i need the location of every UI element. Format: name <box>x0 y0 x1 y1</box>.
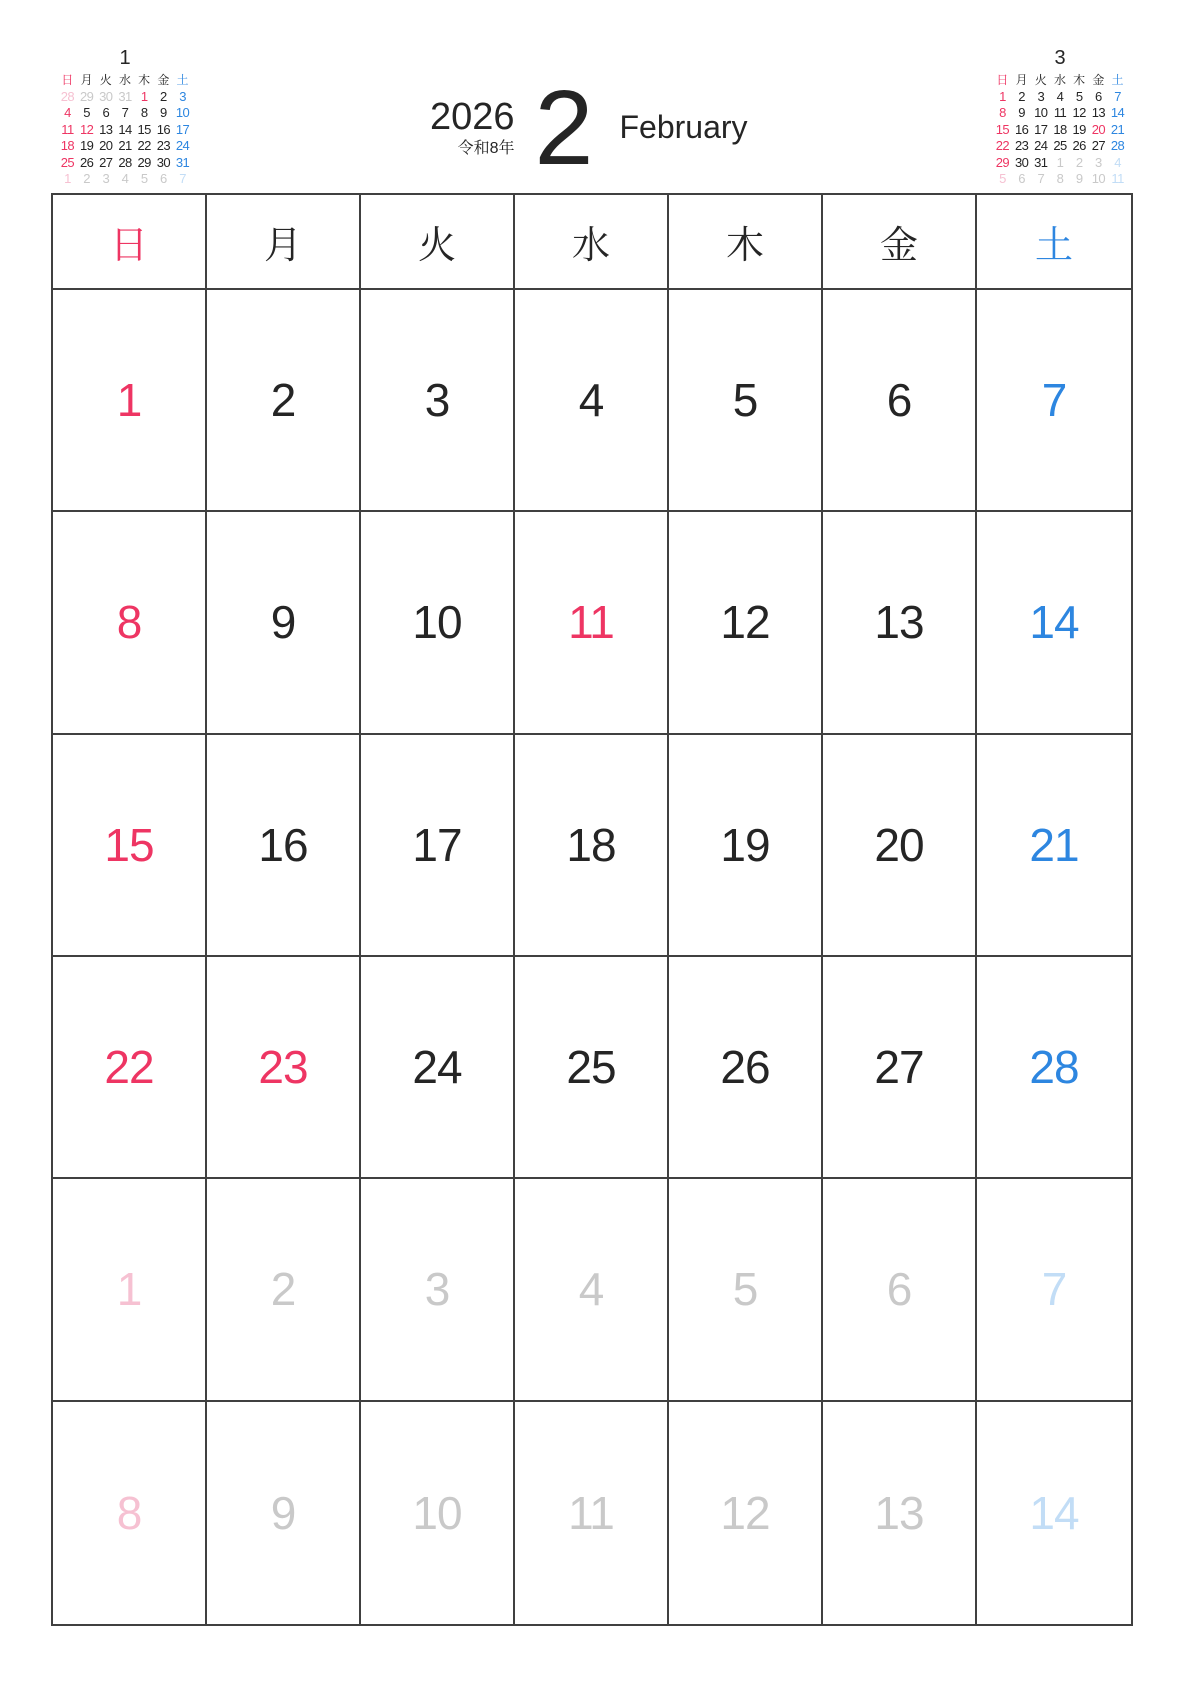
mini-day-cell: 29 <box>995 154 1010 170</box>
mini-day-cell: 5 <box>999 171 1006 187</box>
weekday-header-cell: 木 <box>669 195 823 290</box>
mini-day-cell: 5 <box>140 171 148 187</box>
mini-day-cell: 24 <box>1034 138 1048 154</box>
mini-day-cell: 14 <box>118 121 132 137</box>
day-cell: 3 <box>361 290 515 512</box>
mini-weekday-cell: 火 <box>1034 73 1047 88</box>
mini-day-cell: 7 <box>179 171 186 187</box>
day-cell: 24 <box>361 957 515 1179</box>
day-cell: 14 <box>977 1402 1131 1624</box>
mini-weekday-cell: 木 <box>1073 73 1086 88</box>
mini-day-cell: 6 <box>1095 89 1102 105</box>
mini-day-cell: 26 <box>1072 138 1086 154</box>
mini-day-cell: 18 <box>1053 121 1067 137</box>
mini-prev-title: 1 <box>119 47 131 69</box>
day-cell: 16 <box>207 735 361 957</box>
mini-day-cell: 17 <box>175 121 190 137</box>
mini-day-cell: 15 <box>995 121 1010 137</box>
day-cell: 10 <box>361 1402 515 1624</box>
day-cell: 1 <box>53 1179 207 1401</box>
page-title <box>430 69 748 187</box>
mini-day-cell: 7 <box>121 105 129 121</box>
mini-day-cell: 4 <box>1114 154 1121 170</box>
mini-day-cell: 11 <box>61 121 74 137</box>
mini-day-cell: 17 <box>1034 121 1048 137</box>
mini-day-cell: 27 <box>99 154 113 170</box>
day-cell: 3 <box>361 1179 515 1401</box>
mini-day-cell: 6 <box>160 171 167 187</box>
day-cell: 14 <box>977 512 1131 734</box>
mini-day-cell: 9 <box>1018 105 1025 121</box>
day-cell: 9 <box>207 512 361 734</box>
day-cell: 6 <box>823 1179 977 1401</box>
mini-day-cell: 27 <box>1091 138 1105 154</box>
mini-day-cell: 2 <box>160 89 167 105</box>
mini-prev-grid <box>58 72 192 187</box>
day-cell: 23 <box>207 957 361 1179</box>
mini-day-cell: 19 <box>1072 121 1086 137</box>
main-calendar-grid <box>51 193 1133 1626</box>
mini-day-cell: 7 <box>1037 171 1045 187</box>
month-name: February <box>619 109 748 145</box>
mini-day-cell: 4 <box>121 171 129 187</box>
mini-day-cell: 30 <box>156 154 170 170</box>
mini-day-cell: 10 <box>175 105 190 121</box>
mini-day-cell: 1 <box>64 171 71 187</box>
mini-day-cell: 2 <box>1018 89 1025 105</box>
day-cell: 7 <box>977 290 1131 512</box>
mini-day-cell: 15 <box>137 121 151 137</box>
mini-day-cell: 2 <box>83 171 90 187</box>
mini-day-cell: 25 <box>60 154 75 170</box>
day-cell: 26 <box>669 957 823 1179</box>
weekday-header-cell: 火 <box>361 195 515 290</box>
weekday-header-cell: 月 <box>207 195 361 290</box>
mini-day-cell: 31 <box>1034 154 1048 170</box>
day-cell: 27 <box>823 957 977 1179</box>
day-cell: 17 <box>361 735 515 957</box>
day-cell: 11 <box>515 1402 669 1624</box>
day-cell: 20 <box>823 735 977 957</box>
mini-day-cell: 23 <box>1014 138 1029 154</box>
day-cell: 22 <box>53 957 207 1179</box>
weekday-header-cell: 水 <box>515 195 669 290</box>
mini-day-cell: 5 <box>1075 89 1083 105</box>
mini-day-cell: 5 <box>83 105 90 121</box>
mini-day-cell: 31 <box>175 154 190 170</box>
mini-day-cell: 20 <box>1091 121 1105 137</box>
mini-day-cell: 6 <box>1018 171 1025 187</box>
month-number: 2 <box>534 69 594 187</box>
day-cell: 7 <box>977 1179 1131 1401</box>
mini-day-cell: 3 <box>1037 89 1045 105</box>
mini-weekday-cell: 金 <box>157 73 170 88</box>
mini-day-cell: 8 <box>999 105 1006 121</box>
mini-day-cell: 3 <box>1095 154 1102 170</box>
weekday-header-cell: 土 <box>977 195 1131 290</box>
day-cell: 5 <box>669 290 823 512</box>
mini-day-cell: 21 <box>118 138 132 154</box>
mini-weekday-cell: 日 <box>996 73 1009 88</box>
day-cell: 12 <box>669 512 823 734</box>
day-cell: 2 <box>207 1179 361 1401</box>
mini-day-cell: 18 <box>60 138 75 154</box>
mini-calendar-next-month <box>993 46 1127 187</box>
day-cell: 4 <box>515 1179 669 1401</box>
mini-day-cell: 28 <box>1110 138 1125 154</box>
mini-weekday-cell: 水 <box>118 73 131 88</box>
mini-day-cell: 16 <box>156 121 170 137</box>
mini-next-grid <box>993 72 1127 187</box>
mini-day-cell: 4 <box>64 105 71 121</box>
mini-day-cell: 29 <box>79 89 94 105</box>
mini-day-cell: 25 <box>1053 138 1067 154</box>
mini-weekday-cell: 土 <box>176 73 189 88</box>
mini-day-cell: 19 <box>79 138 94 154</box>
mini-day-cell: 9 <box>160 105 167 121</box>
day-cell: 8 <box>53 512 207 734</box>
mini-day-cell: 31 <box>118 89 132 105</box>
day-cell: 4 <box>515 290 669 512</box>
day-cell: 6 <box>823 290 977 512</box>
mini-day-cell: 13 <box>99 121 113 137</box>
day-cell: 19 <box>669 735 823 957</box>
year-label: 2026 <box>430 96 515 138</box>
day-cell: 10 <box>361 512 515 734</box>
day-cell: 5 <box>669 1179 823 1401</box>
day-cell: 13 <box>823 1402 977 1624</box>
mini-day-cell: 9 <box>1075 171 1083 187</box>
day-cell: 28 <box>977 957 1131 1179</box>
mini-day-cell: 12 <box>1072 105 1086 121</box>
mini-day-cell: 4 <box>1056 89 1064 105</box>
mini-day-cell: 21 <box>1110 121 1125 137</box>
mini-weekday-cell: 木 <box>138 73 151 88</box>
mini-weekday-cell: 火 <box>99 73 112 88</box>
mini-day-cell: 6 <box>102 105 110 121</box>
mini-day-cell: 3 <box>102 171 110 187</box>
mini-next-title: 3 <box>1054 47 1066 69</box>
mini-day-cell: 28 <box>60 89 75 105</box>
mini-weekday-cell: 月 <box>80 73 93 88</box>
mini-day-cell: 23 <box>156 138 170 154</box>
day-cell: 8 <box>53 1402 207 1624</box>
day-cell: 2 <box>207 290 361 512</box>
mini-day-cell: 22 <box>137 138 151 154</box>
mini-day-cell: 1 <box>999 89 1006 105</box>
mini-day-cell: 8 <box>140 105 148 121</box>
mini-day-cell: 28 <box>118 154 132 170</box>
year-era-block <box>430 98 515 157</box>
mini-day-cell: 10 <box>1091 171 1105 187</box>
mini-weekday-cell: 土 <box>1111 73 1124 88</box>
mini-day-cell: 22 <box>995 138 1010 154</box>
mini-calendar-prev-month <box>58 46 192 187</box>
mini-day-cell: 2 <box>1075 154 1083 170</box>
day-cell: 11 <box>515 512 669 734</box>
mini-day-cell: 30 <box>1014 154 1029 170</box>
mini-day-cell: 24 <box>175 138 190 154</box>
day-cell: 9 <box>207 1402 361 1624</box>
mini-day-cell: 3 <box>179 89 186 105</box>
mini-day-cell: 12 <box>79 121 94 137</box>
weekday-header-cell: 金 <box>823 195 977 290</box>
mini-day-cell: 13 <box>1091 105 1105 121</box>
mini-day-cell: 20 <box>99 138 113 154</box>
mini-day-cell: 16 <box>1014 121 1029 137</box>
mini-day-cell: 10 <box>1034 105 1048 121</box>
mini-weekday-cell: 月 <box>1015 73 1028 88</box>
day-cell: 15 <box>53 735 207 957</box>
mini-weekday-cell: 水 <box>1053 73 1066 88</box>
mini-day-cell: 7 <box>1114 89 1121 105</box>
mini-day-cell: 14 <box>1110 105 1125 121</box>
day-cell: 21 <box>977 735 1131 957</box>
mini-weekday-cell: 金 <box>1092 73 1105 88</box>
day-cell: 12 <box>669 1402 823 1624</box>
era-label: 令和8年 <box>457 140 515 157</box>
mini-day-cell: 30 <box>99 89 113 105</box>
mini-day-cell: 1 <box>140 89 148 105</box>
mini-day-cell: 29 <box>137 154 151 170</box>
mini-day-cell: 8 <box>1056 171 1064 187</box>
day-cell: 13 <box>823 512 977 734</box>
mini-day-cell: 11 <box>1053 105 1067 121</box>
weekday-header-cell: 日 <box>53 195 207 290</box>
mini-day-cell: 1 <box>1056 154 1064 170</box>
mini-day-cell: 26 <box>79 154 94 170</box>
mini-weekday-cell: 日 <box>61 73 74 88</box>
day-cell: 18 <box>515 735 669 957</box>
mini-day-cell: 11 <box>1111 171 1124 187</box>
day-cell: 25 <box>515 957 669 1179</box>
day-cell: 1 <box>53 290 207 512</box>
